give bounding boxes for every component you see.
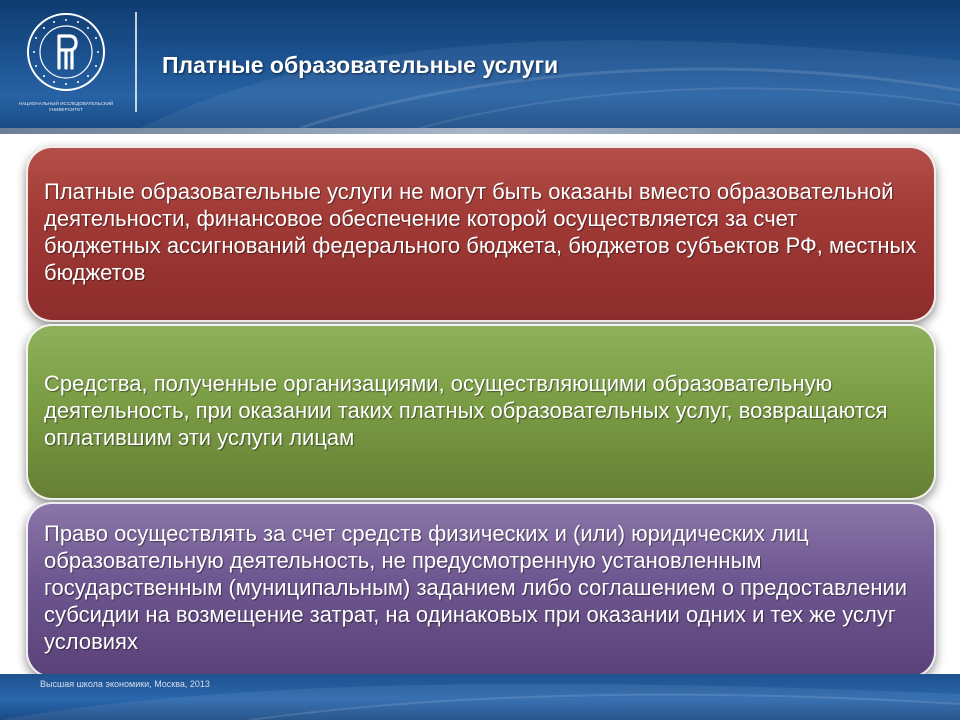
info-box-right-to-provide: [26, 502, 936, 678]
page-title: Платные образовательные услуги: [162, 52, 559, 78]
header-divider: [135, 12, 137, 112]
footer-text: Высшая школа экономики, Москва, 2013: [40, 679, 210, 689]
footer-banner: [0, 674, 960, 720]
info-box-text: Платные образовательные услуги не могут быть оказаны вместо образовательной деятельности, финансовое обеспечение которой осуществляется за счет бюджетных ассигнований федерального бюджета, бюджетов субъектов РФ, местных бюджетов: [44, 179, 917, 285]
university-logo: [26, 12, 106, 92]
header-stripe: [0, 128, 960, 134]
info-box-text: Средства, полученные организациями, осуществляющими образовательную деятельность, при оказании таких платных образовательных услуг, возвращаются оплатившим эти услуги лицам: [44, 371, 888, 450]
info-box-paid-services-restriction: [26, 146, 936, 322]
header-banner: [0, 0, 960, 128]
info-box-funds-return: [26, 324, 936, 500]
logo-caption: НАЦИОНАЛЬНЫЙ ИССЛЕДОВАТЕЛЬСКИЙ УНИВЕРСИТЕТ: [18, 101, 114, 112]
info-box-text: Право осуществлять за счет средств физических и (или) юридических лиц образовательную деятельность, не предусмотренную установленным государственным (муниципальным) заданием либо соглашением о предоставлении субсидии на возмещение затрат, на одинаковых при оказании одних и тех же услуг условиях: [44, 521, 908, 654]
